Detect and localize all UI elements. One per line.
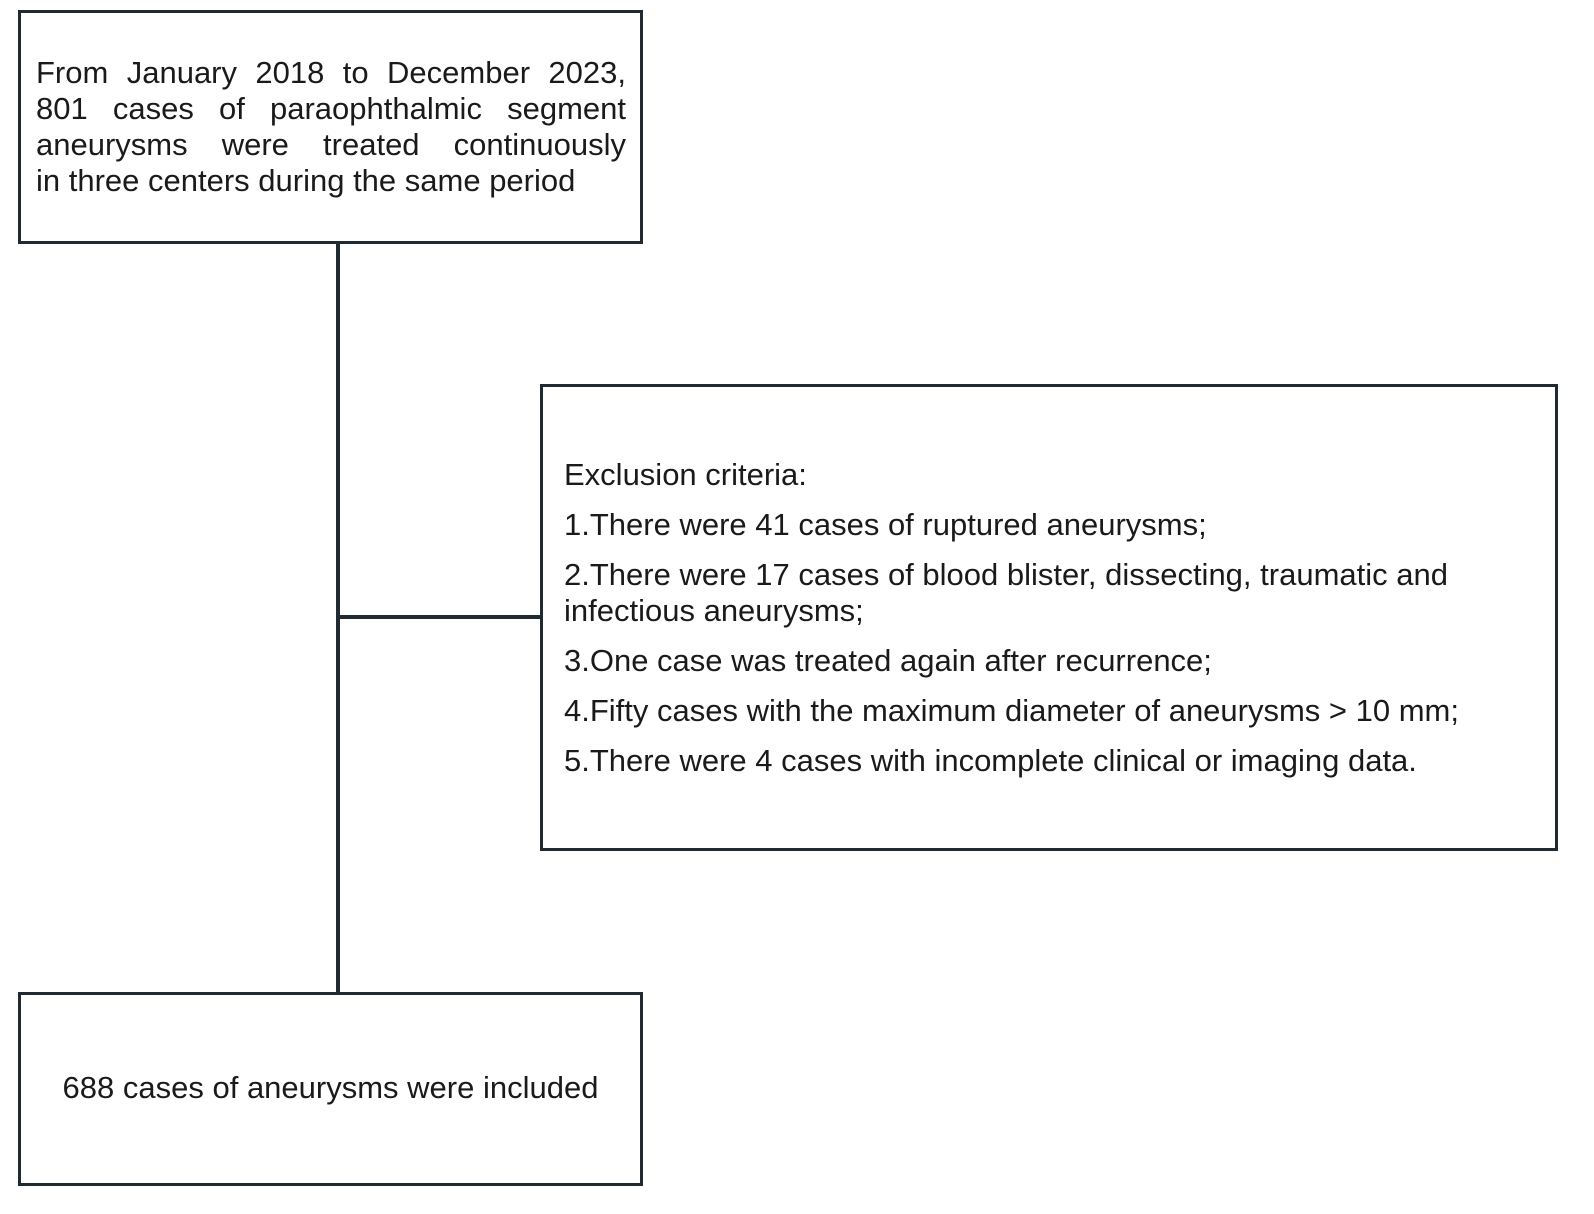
exclusion-item-1: 1.There were 41 cases of ruptured aneurysms; — [564, 507, 1207, 542]
exclusion-criteria-list — [564, 507, 1549, 779]
source-node-text-last-line: in three centers during the same period — [36, 163, 576, 198]
source-node-box — [18, 10, 643, 244]
source-node-text-main: From January 2018 to December 2023, 801 cases of paraophthalmic segment aneurysms were treated continuously — [36, 55, 626, 162]
source-node-text — [36, 55, 626, 199]
exclusion-heading: Exclusion criteria: — [564, 457, 807, 492]
included-node-text: 688 cases of aneurysms were included — [62, 1070, 599, 1105]
included-node-box — [18, 992, 643, 1186]
exclusion-item-2: 2.There were 17 cases of blood blister, dissecting, traumatic and infectious aneurysms; — [564, 557, 1448, 628]
exclusion-item-3: 3.One case was treated again after recurrence; — [564, 643, 1212, 678]
connector-to-exclusion — [338, 615, 540, 619]
exclusion-node-content — [564, 457, 1549, 793]
exclusion-node-box — [540, 384, 1558, 851]
exclusion-item-4: 4.Fifty cases with the maximum diameter of aneurysms > 10 mm; — [564, 693, 1459, 728]
exclusion-item-5: 5.There were 4 cases with incomplete clinical or imaging data. — [564, 743, 1417, 778]
